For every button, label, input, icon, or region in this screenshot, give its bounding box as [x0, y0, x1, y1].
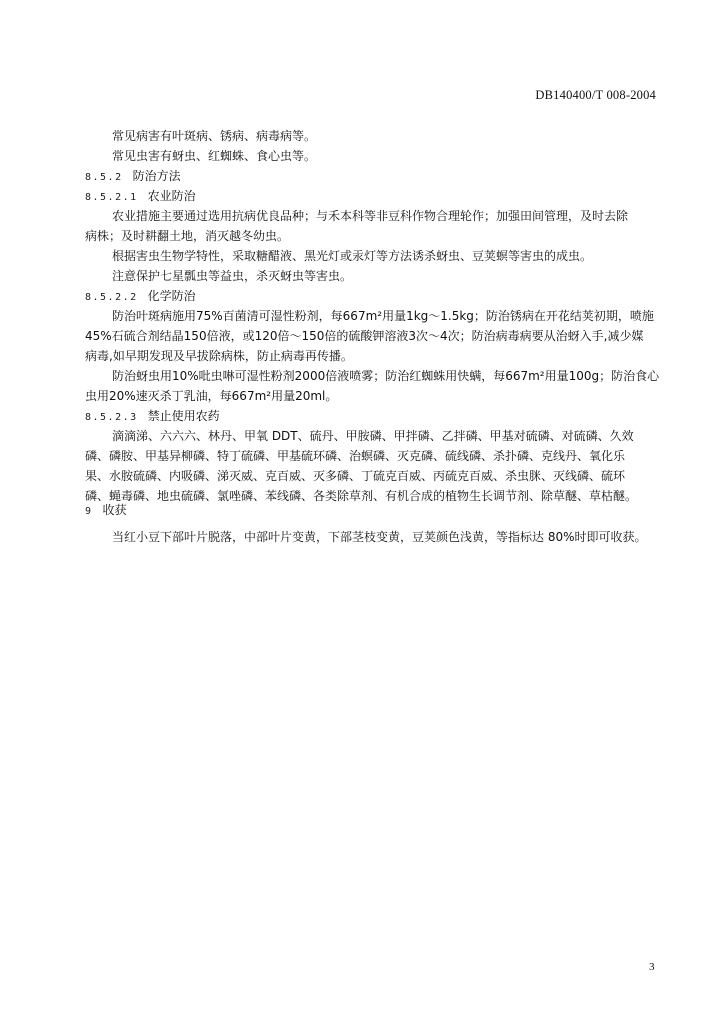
page-number: 3 — [649, 961, 655, 973]
paragraph-diseases: 常见病害有叶斑病、锈病、病毒病等。 — [112, 129, 317, 143]
section-number: 8.5.2 — [85, 172, 123, 183]
section-title: 收获 — [102, 503, 127, 517]
section-number: 8.5.2.3 — [85, 412, 138, 423]
section-heading-8-5-2-2 — [85, 286, 196, 308]
document-id: DB140400/T 008-2004 — [535, 88, 656, 102]
paragraph-agri-line1: 农业措施主要通过选用抗病优良品种；与禾本科等非豆科作物合理轮作；加强田间管理，及时去除 — [112, 209, 629, 223]
section-heading-8-5-2-3 — [85, 406, 220, 428]
section-heading-8-5-2 — [85, 166, 181, 188]
section-heading-8-5-2-1 — [85, 186, 196, 208]
paragraph-chem2-line1: 防治蚜虫用10%吡虫啉可湿性粉剂2000倍液喷雾；防治红蜘蛛用快螨，每667m²用量100g；防治食心 — [112, 369, 660, 383]
paragraph-banned-line4: 磷、蝇毒磷、地虫硫磷、氯唑磷、苯线磷、各类除草剂、有机合成的植物生长调节剂、除草醚、草枯醚。 — [85, 489, 638, 503]
section-title: 防治方法 — [132, 169, 181, 183]
section-number: 8.5.2.1 — [85, 192, 138, 203]
paragraph-pests: 常见虫害有蚜虫、红蜘蛛、食心虫等。 — [112, 149, 317, 163]
paragraph-chem-line1: 防治叶斑病施用75%百菌清可湿性粉剂，每667m²用量1kg～1.5kg；防治锈病在开花结荚初期，喷施 — [112, 309, 654, 323]
paragraph-harvest: 当红小豆下部叶片脱落，中部叶片变黄，下部茎枝变黄，豆荚颜色浅黄，等指标达 80%时即可收获。 — [112, 530, 647, 544]
paragraph-banned-line1: 滴滴涕、六六六、林丹、甲氧 DDT、硫丹、甲胺磷、甲拌磷、乙拌磷、甲基对硫磷、对硫磷、久效 — [112, 429, 634, 443]
paragraph-chem-line2: 45%石硫合剂结晶150倍液，或120倍～150倍的硫酸钾溶液3次～4次；防治病毒病要从治蚜入手,减少媒 — [85, 329, 644, 343]
section-title: 禁止使用农药 — [147, 409, 220, 423]
paragraph-agri-trap: 根据害虫生物学特性，采取糖醋液、黑光灯或汞灯等方法诱杀蚜虫、豆荚螟等害虫的成虫。 — [112, 249, 593, 263]
section-number: 9 — [85, 506, 93, 517]
paragraph-banned-line3: 果、水胺硫磷、内吸磷、涕灭威、克百威、灭多磷、丁硫克百威、丙硫克百威、杀虫脒、灭线磷、硫环 — [85, 469, 626, 483]
paragraph-agri-beneficial: 注意保护七星瓢虫等益虫，杀灭蚜虫等害虫。 — [112, 269, 353, 283]
section-number: 8.5.2.2 — [85, 292, 138, 303]
paragraph-chem2-line2: 虫用20%速灭杀丁乳油，每667m²用量20ml。 — [85, 389, 338, 403]
paragraph-banned-line2: 磷、磷胺、甲基异柳磷、特丁硫磷、甲基硫环磷、治螟磷、灭克磷、硫线磷、杀扑磷、克线丹、氧化乐 — [85, 449, 626, 463]
paragraph-chem-line3: 病毒,如早期发现及早拔除病株，防止病毒再传播。 — [85, 349, 353, 363]
section-title: 农业防治 — [147, 189, 196, 203]
section-title: 化学防治 — [147, 289, 196, 303]
paragraph-agri-line2: 病株；及时耕翻土地，消灭越冬幼虫。 — [85, 229, 290, 243]
section-heading-9 — [85, 500, 127, 522]
